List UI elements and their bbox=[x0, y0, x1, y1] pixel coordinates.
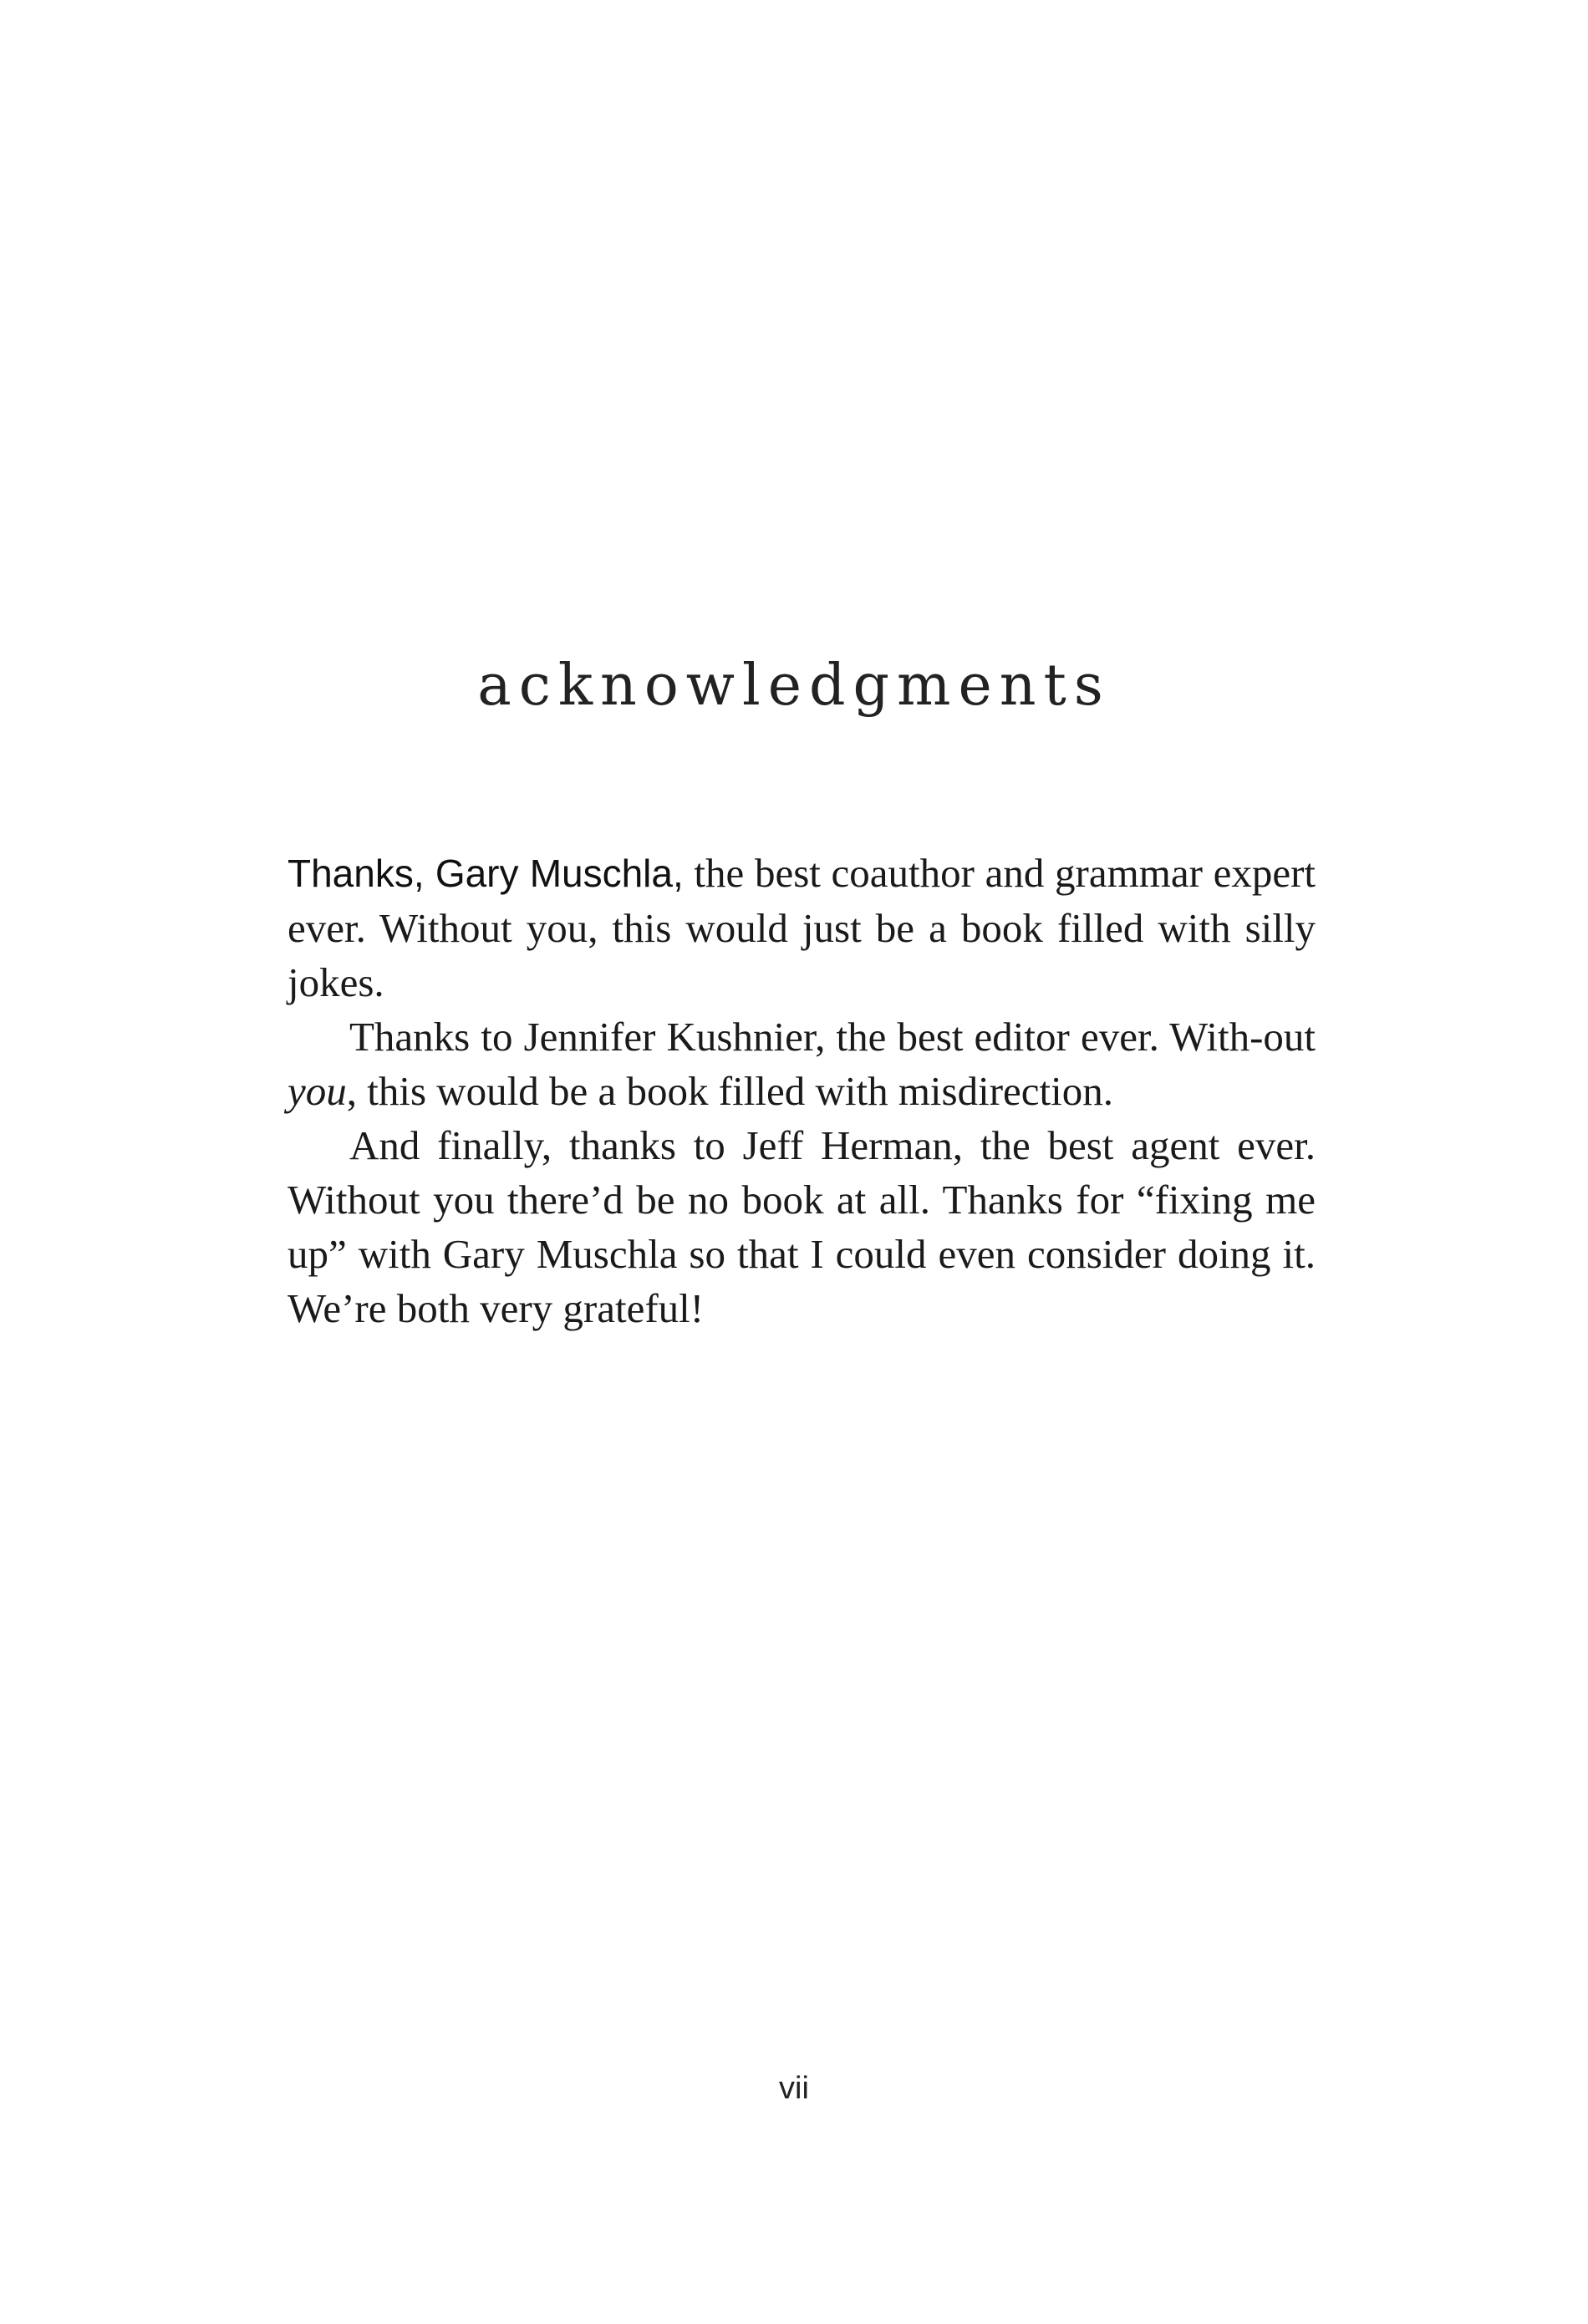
paragraph-2-emphasis: you bbox=[288, 1068, 347, 1114]
paragraph-1-lead: Thanks, Gary Muschla, bbox=[288, 852, 684, 895]
paragraph-2-text-after: , this would be a book filled with misdirection. bbox=[346, 1068, 1114, 1114]
page-number: vii bbox=[779, 2071, 809, 2106]
page-title: acknowledgments bbox=[477, 652, 1111, 719]
paragraph-2-text-before: Thanks to Jennifer Kushnier, the best editor ever. With-out bbox=[349, 1014, 1316, 1060]
paragraph-2 bbox=[288, 1009, 1316, 1118]
paragraph-1 bbox=[288, 846, 1316, 1009]
paragraph-3: And finally, thanks to Jeff Herman, the best agent ever. Without you there’d be no book at all. Thanks for “fixing me up” with Gary Muschla so that I could even consider doing it. We’re both very grateful! bbox=[288, 1122, 1316, 1331]
paragraph-1-text: the best coauthor and grammar expert ever. Without you, this would just be a book filled with silly jokes. bbox=[288, 850, 1316, 1005]
acknowledgments-body bbox=[288, 846, 1316, 1335]
